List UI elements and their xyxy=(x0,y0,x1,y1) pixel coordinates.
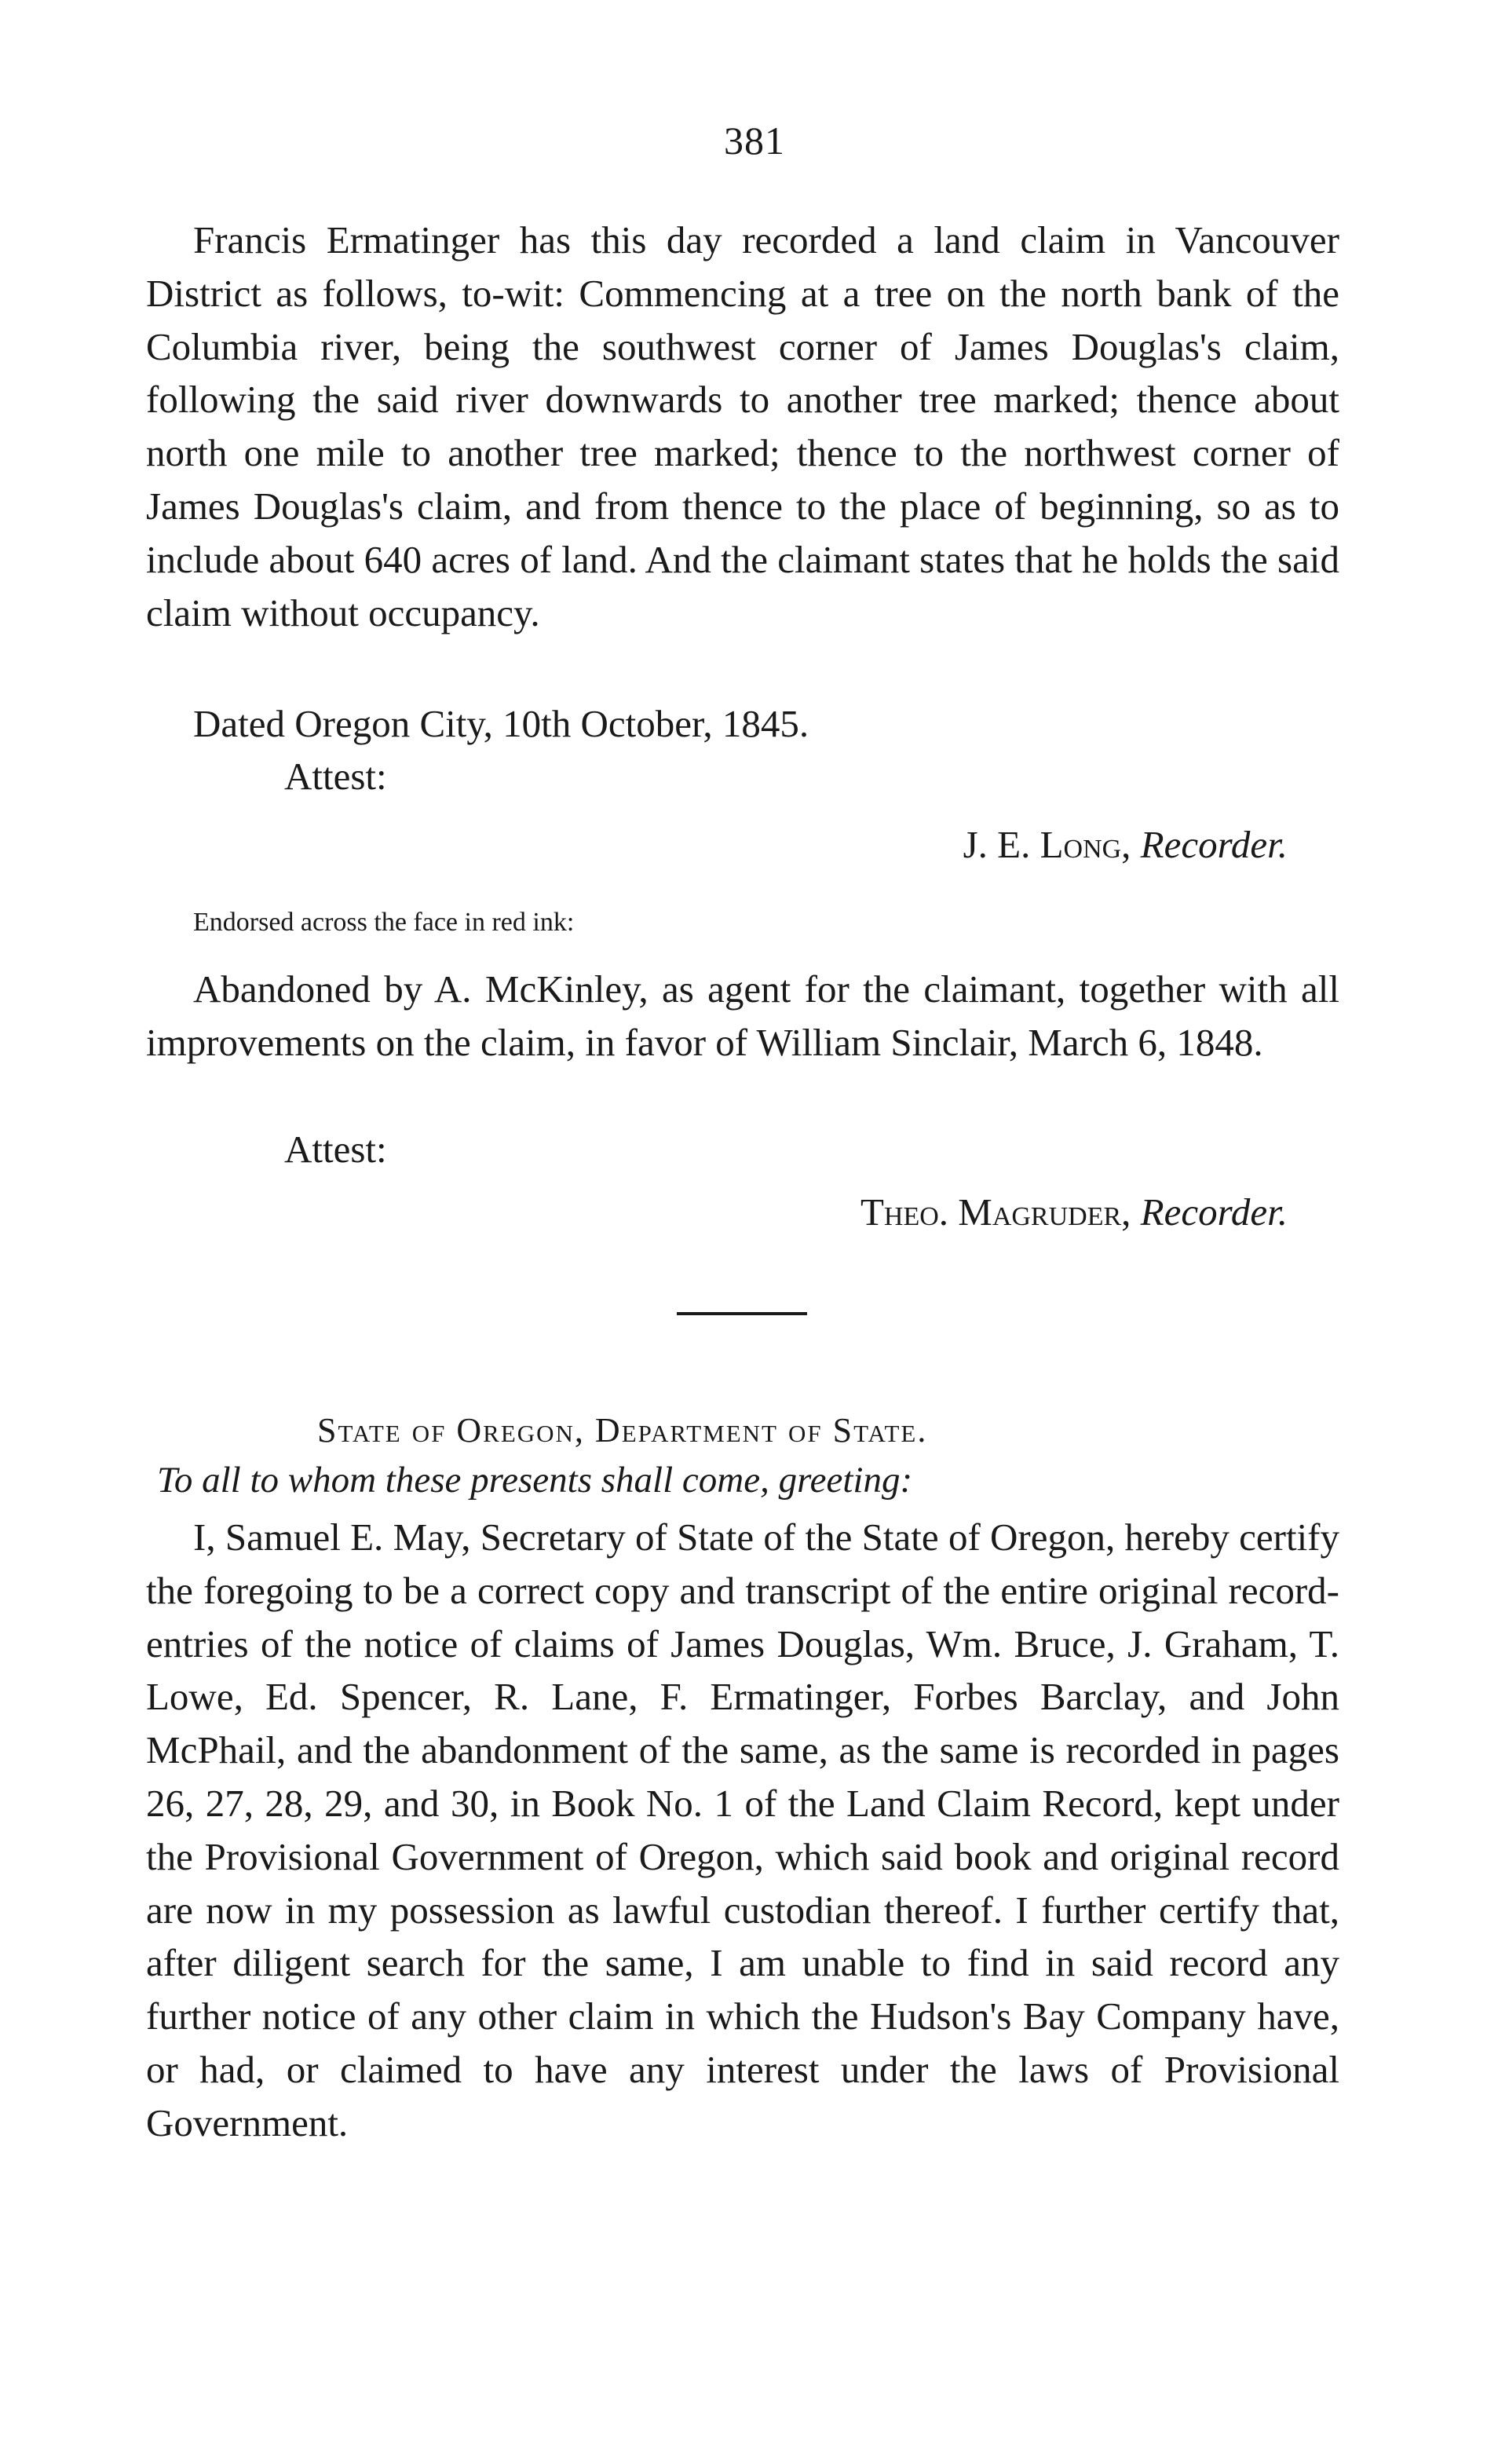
claim-record-text: Francis Ermatinger has this day recorded a land claim in Vancouver District as follows, to-wit: Commencing at a tree on the north bank of the Columbia river, being the southwest corner of James Douglas's claim, following the said river downwards to another tree marked; thence about north one mile to another tree marked; thence to the northwest corner of James Douglas's claim, and from thence to the place of beginning, so as to include about 640 acres of land. And the claimant states that he holds the said claim without occupancy. xyxy=(146,218,1339,634)
claim-record-paragraph xyxy=(146,214,1339,639)
certificate-paragraph xyxy=(146,1511,1339,2150)
claim-signer-title: Recorder. xyxy=(1140,823,1288,866)
claim-attest-label: Attest: xyxy=(284,755,387,798)
certificate-greeting: To all to whom these presents shall come, greeting: xyxy=(157,1460,913,1501)
endorsement-signature xyxy=(860,1186,1288,1238)
endorsement-paragraph xyxy=(146,963,1339,1069)
claim-date-line: Dated Oregon City, 10th October, 1845. xyxy=(193,702,809,745)
certificate-heading: State of Oregon, Department of State. xyxy=(317,1411,928,1450)
claim-signer-name: J. E. Long, xyxy=(963,823,1131,866)
certificate-text: I, Samuel E. May, Secretary of State of the State of Oregon, hereby certify the foregoing to be a correct copy and transcript of the entire original record-entries of the notice of claims of James Douglas, Wm. Bruce, J. Graham, T. Lowe, Ed. Spencer, R. Lane, F. Ermatinger, Forbes Barclay, and John McPhail, and the abandonment of the same, as the same is recorded in pages 26, 27, 28, 29, and 30, in Book No. 1 of the Land Claim Record, kept under the Provisional Government of Oregon, which said book and original record are now in my possession as lawful custodian thereof. I further certify that, after diligent search for the same, I am unable to find in said record any further notice of any other claim in which the Hudson's Bay Company have, or had, or claimed to have any interest under the laws of Provisional Government. xyxy=(146,1515,1339,2144)
section-divider xyxy=(677,1312,807,1315)
claim-signature xyxy=(963,818,1288,871)
endorsement-attest-label: Attest: xyxy=(284,1128,387,1171)
page-number: 381 xyxy=(724,119,785,163)
endorsement-signer-name: Theo. Magruder, xyxy=(860,1190,1131,1234)
endorsement-text: Abandoned by A. McKinley, as agent for the claimant, together with all improvements on the claim, in favor of William Sinclair, March 6, 1848. xyxy=(146,967,1339,1064)
endorsement-signer-title: Recorder. xyxy=(1140,1190,1288,1234)
endorsement-note: Endorsed across the face in red ink: xyxy=(193,908,575,937)
